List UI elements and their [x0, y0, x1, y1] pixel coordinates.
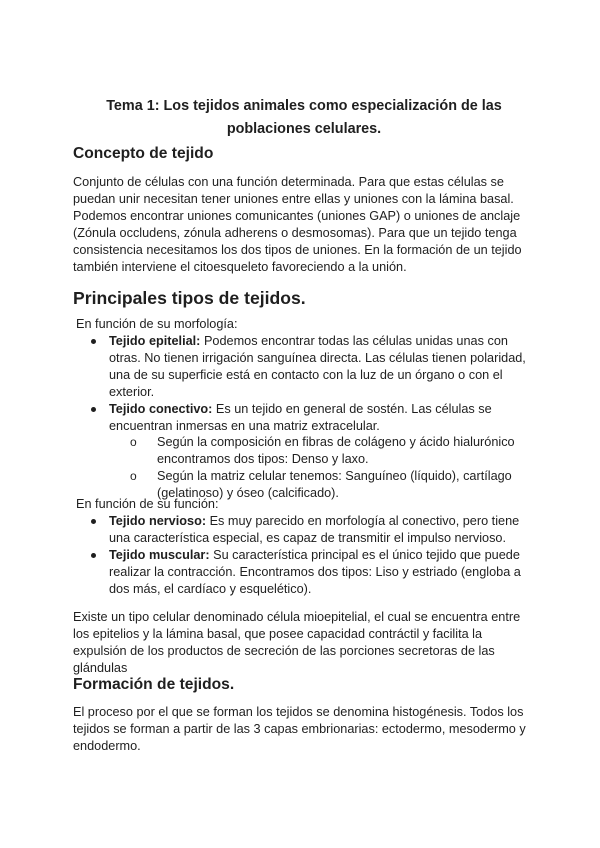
list-item-tejido-muscular — [91, 547, 531, 598]
desc-tejido-muscular: Su característica principal es el único tejido que puede realizar la contracción. Encontramos dos tipos: Liso y estriado (engloba a dos más, el cardíaco y esquelético). — [109, 547, 521, 596]
label-funcion-funcion: En función de su función: — [76, 497, 219, 511]
bullet-icon — [91, 339, 96, 344]
sublist-conectivo — [109, 434, 531, 502]
term-tejido-conectivo: Tejido conectivo: — [109, 401, 213, 416]
heading-concepto-de-tejido: Concepto de tejido — [73, 145, 214, 162]
paragraph-mioepitelial: Existe un tipo celular denominado célula mioepitelial, el cual se encuentra entre los epitelios y la lámina basal, que posee capacidad contráctil y facilita la expulsión de los productos de secreción de las porciones secretoras de las glándulas — [73, 610, 521, 675]
list-funcion — [91, 513, 531, 598]
sublist-item — [109, 434, 531, 468]
desc-tejido-epitelial: Podemos encontrar todas las células unidas unas con otras. No tienen irrigación sanguínea directa. Las células tienen polaridad, una de su superficie está en contacto con la luz de un órgano o con el exterior. — [109, 334, 526, 399]
bullet-icon — [91, 553, 96, 558]
term-tejido-epitelial: Tejido epitelial: — [109, 334, 201, 348]
heading-formacion-de-tejidos: Formación de tejidos. — [73, 676, 235, 693]
list-morfologia — [91, 333, 531, 502]
circle-bullet-icon: o — [130, 435, 137, 450]
desc-tejido-conectivo: Es un tejido en general de sostén. Las células se encuentran inmersas en una matriz extracelular. — [109, 401, 492, 433]
desc-tejido-nervioso: Es muy parecido en morfología al conectivo, pero tiene una característica especial, es capaz de transmitir el impulso nervioso. — [109, 514, 520, 545]
document-title: Tema 1: Los tejidos animales como especialización de las poblaciones celulares. — [106, 98, 502, 137]
paragraph-formacion: El proceso por el que se forman los tejidos se denomina histogénesis. Todos los tejidos se forman a partir de las 3 capas embrionarias: ectodermo, mesodermo y endodermo. — [73, 705, 526, 753]
list-item-tejido-nervioso — [91, 513, 531, 547]
circle-bullet-icon: o — [130, 469, 137, 484]
bullet-icon — [91, 407, 96, 412]
list-item-tejido-conectivo — [91, 401, 531, 502]
paragraph-concepto: Conjunto de células con una función determinada. Para que estas células se puedan unir necesitan tener uniones entre ellas y uniones con la lámina basal. Podemos encontrar uniones comunicantes (uniones GAP) o uniones de anclaje (Zónula occludens, zónula adherens o desmosomas). Para que un tejido tenga consistencia necesitamos los dos tipos de uniones. En la formación de un tejido también interviene el citoesqueleto favoreciendo a la unión. — [73, 175, 522, 274]
sublist-item-text: Según la matriz celular tenemos: Sanguíneo (líquido), cartílago (gelatinoso) y óseo (calcificado). — [157, 469, 512, 501]
bullet-icon — [91, 519, 96, 524]
list-item-tejido-epitelial — [91, 333, 531, 401]
label-funcion-morfologia: En función de su morfología: — [76, 317, 238, 331]
heading-principales-tipos: Principales tipos de tejidos. — [73, 288, 306, 308]
term-tejido-nervioso: Tejido nervioso: — [109, 514, 207, 528]
term-tejido-muscular: Tejido muscular: — [109, 547, 210, 562]
sublist-item-text: Según la composición en fibras de colágeno y ácido hialurónico encontramos dos tipos: Denso y laxo. — [157, 435, 515, 467]
